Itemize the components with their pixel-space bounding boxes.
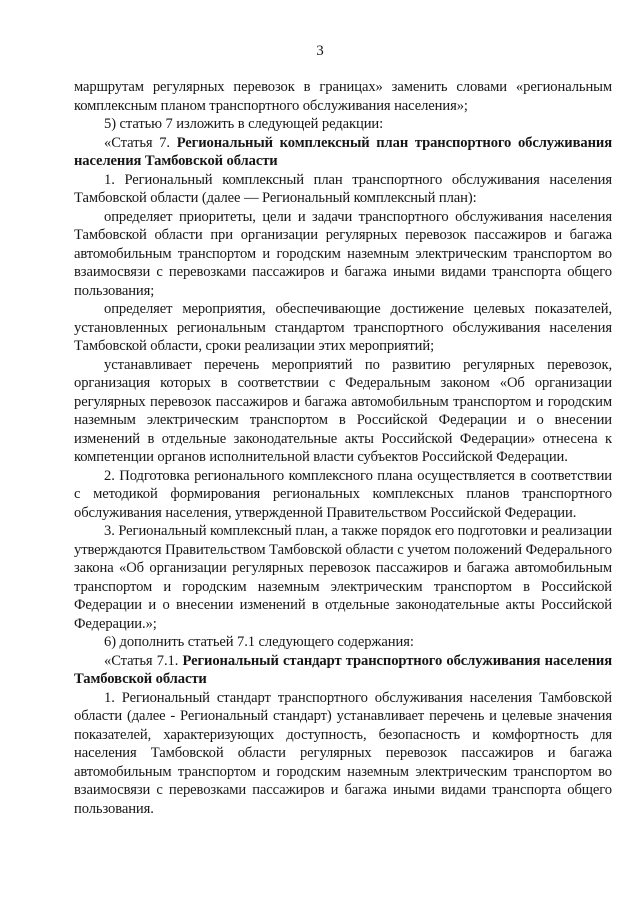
paragraph-continuation: маршрутам регулярных перевозок в границах» заменить словами «региональным комплексным планом транспортного обслуживания населения»;: [74, 79, 612, 114]
document-body: [74, 78, 612, 818]
page-number: 3: [316, 43, 324, 59]
article-7-1-prefix: «Статья 7.1.: [104, 652, 183, 669]
article-7-1-heading: [74, 652, 612, 689]
article-7-prefix: «Статья 7.: [104, 134, 177, 151]
paragraph-item-5: 5) статью 7 изложить в следующей редакции:: [104, 116, 384, 132]
paragraph-7-3: 3. Региональный комплексный план, а также порядок его подготовки и реализации утверждаются Правительством Тамбовской области с учетом положений Федерального закона «Об организации регулярных перевозок пассажиров и багажа автомобильным транспортом и городским наземным электрическим транспортом в Российской Федерации и о внесении изменений в отдельные законодательные акты Российской Федерации.»;: [74, 523, 612, 632]
article-7-title: Региональный комплексный план транспортного обслуживания населения Тамбовской области: [74, 134, 612, 169]
paragraph-7-2: 2. Подготовка регионального комплексного плана осуществляется в соответствии с методикой формирования региональных комплексных планов транспортного обслуживания населения, утвержденной Правительством Российской Федерации.: [74, 467, 612, 521]
paragraph-defines-measures: определяет мероприятия, обеспечивающие достижение целевых показателей, установленных региональным стандартом транспортного обслуживания населения Тамбовской области, сроки реализации этих мероприятий;: [74, 301, 612, 354]
paragraph-item-6: 6) дополнить статьей 7.1 следующего содержания:: [104, 634, 414, 650]
article-7-1-title: Региональный стандарт транспортного обслуживания населения Тамбовской области: [74, 652, 612, 687]
paragraph-defines-priorities: определяет приоритеты, цели и задачи транспортного обслуживания населения Тамбовской области при организации регулярных перевозок пассажиров и багажа автомобильным транспортом и городским наземным электрическим транспортом во взаимосвязи с перевозками пассажиров и багажа иными видами транспорта общего пользования;: [74, 208, 612, 299]
article-7-heading: [74, 134, 612, 171]
paragraph-establishes-list: устанавливает перечень мероприятий по развитию регулярных перевозок, организация которых в соответствии с Федеральным законом «Об организации регулярных перевозок пассажиров и багажа автомобильным транспортом и городским наземным электрическим транспортом в Российской Федерации и о внесении изменений в отдельные законодательные акты Российской Федерации» отнесена к компетенции органов исполнительной власти субъектов Российской Федерации.: [74, 356, 612, 465]
paragraph-7-1-1: 1. Региональный стандарт транспортного обслуживания населения Тамбовской области (далее - Региональный стандарт) устанавливает перечень и целевые значения показателей, характеризующих доступность, безопасность и комфортность для населения Тамбовской области регулярных перевозок пассажиров и багажа автомобильным транспортом и городским наземным электрическим транспортом во взаимосвязи с перевозками пассажиров и багажа иными видами транспорта общего пользования.: [74, 689, 612, 817]
paragraph-7-1: 1. Региональный комплексный план транспортного обслуживания населения Тамбовской области (далее — Региональный комплексный план):: [74, 171, 612, 206]
